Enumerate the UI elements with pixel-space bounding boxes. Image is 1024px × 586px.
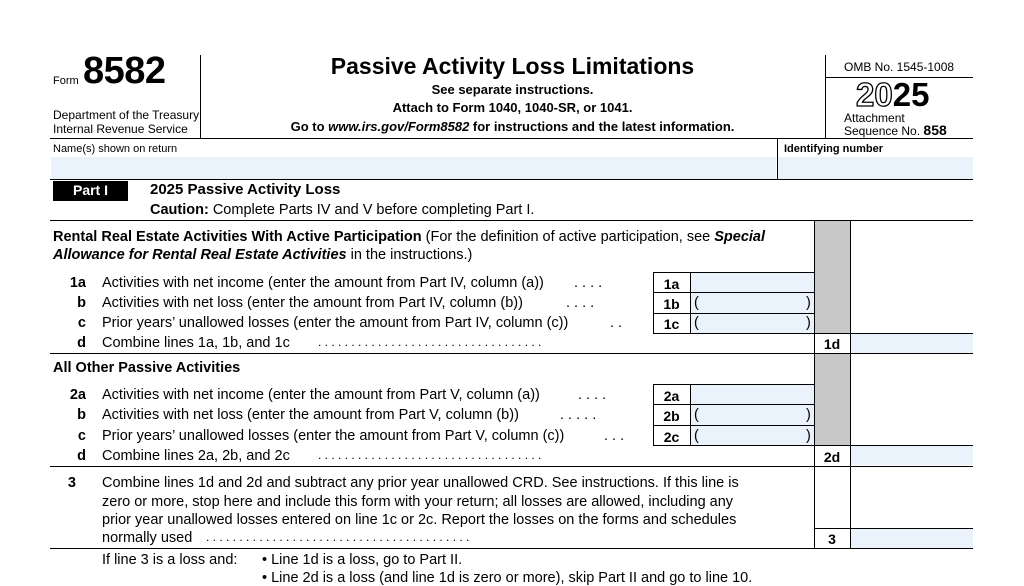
line-2d-number: d [77, 448, 86, 464]
line-1c-paren-close: ) [806, 315, 811, 331]
line-3-text-1: Combine lines 1d and 2d and subtract any prior year unallowed CRD. See instructions. If this line is [102, 475, 739, 491]
goto-suffix: for instructions and the latest information. [469, 119, 735, 134]
box-2c-label: 2c [663, 429, 680, 445]
line-3-if-loss: If line 3 is a loss and: [102, 552, 238, 568]
line-1c-dots: . . [610, 315, 623, 331]
rental-heading-bold: Rental Real Estate Activities With Active Participation [53, 229, 422, 245]
sequence-number: 858 [923, 122, 947, 138]
line-1a-number: 1a [69, 275, 86, 291]
line-2a-dots: . . . . [578, 387, 607, 403]
line-2d-text: Combine lines 2a, 2b, and 2c [102, 448, 290, 464]
line-3-number: 3 [67, 475, 76, 491]
box-1a-label: 1a [663, 276, 680, 292]
line-1b-paren-close: ) [806, 295, 811, 311]
mid-col-rule-2c [653, 445, 814, 446]
attach-instructions: Attach to Form 1040, 1040-SR, or 1041. [392, 100, 633, 115]
box-1c-label: 1c [663, 316, 680, 332]
line-1b-text: Activities with net loss (enter the amount from Part IV, column (b)) [102, 295, 523, 311]
tax-year [856, 76, 929, 114]
goto-prefix: Go to [290, 119, 329, 134]
part-1-title: 2025 Passive Activity Loss [150, 181, 341, 198]
line-3-bottom-rule [50, 548, 973, 549]
line-1a-dots: . . . . [574, 275, 603, 291]
line-2c-input[interactable] [691, 426, 814, 445]
line-2a-input[interactable] [691, 385, 814, 404]
omb-number: OMB No. 1545-1008 [844, 60, 955, 74]
id-label: Identifying number [784, 143, 883, 155]
form-title: Passive Activity Loss Limitations [330, 53, 695, 79]
caution-text: Complete Parts IV and V before completing Part I. [208, 202, 535, 218]
mid-col-rule-1c [653, 333, 814, 334]
line-1a-input[interactable] [691, 273, 814, 292]
box-2b-label: 2b [663, 408, 680, 424]
line-1b-paren-open: ( [694, 295, 699, 311]
irs-label: Internal Revenue Service [53, 122, 188, 136]
part-1-badge-label: Part I [72, 182, 108, 198]
line-3-dots: . . . . . . . . . . . . . . . . . . . . . . . . . . . . . . . . . . . . . . . . [206, 530, 470, 544]
line-1c-paren-open: ( [694, 315, 699, 331]
line-2a-number: 2a [69, 387, 86, 403]
line-2d-input[interactable] [851, 446, 973, 465]
line-2b-paren-open: ( [694, 407, 699, 423]
rental-heading-italic: Special [714, 229, 766, 245]
rental-section-heading [53, 229, 765, 245]
other-section-heading: All Other Passive Activities [53, 360, 241, 376]
identifying-number-input[interactable] [778, 157, 973, 179]
line-1d-number: d [77, 335, 86, 351]
shaded-column-1 [814, 221, 850, 333]
box-2a-label: 2a [663, 388, 680, 404]
line-1d-text: Combine lines 1a, 1b, and 1c [102, 335, 290, 351]
line-1d-dots: . . . . . . . . . . . . . . . . . . . . . . . . . . . . . . . . . . [318, 335, 542, 349]
line-3-bullet-2: • Line 2d is a loss (and line 1d is zero or more), skip Part II and go to line 10. [262, 570, 753, 586]
rental-heading-italic-2: Allowance for Rental Real Estate Activities [53, 247, 347, 263]
box-3-label: 3 [828, 531, 836, 547]
line-2c-paren-close: ) [806, 428, 811, 444]
line-2b-number: b [77, 407, 86, 423]
line-1c-input[interactable] [691, 314, 814, 333]
line-3-text-4: normally used [102, 530, 193, 546]
irs-url-link[interactable]: www.irs.gov/Form8582 [328, 119, 470, 134]
line-2c-dots: . . . [604, 428, 625, 444]
tax-year-bold: 25 [892, 76, 930, 113]
line-1d-input[interactable] [851, 334, 973, 353]
line-1b-number: b [77, 295, 86, 311]
name-label: Name(s) shown on return [53, 143, 178, 155]
line-2c-number: c [77, 428, 86, 444]
tax-year-outline: 20 [856, 76, 893, 113]
line-3-bullet-1: • Line 1d is a loss, go to Part II. [262, 552, 463, 568]
line-2d-dots: . . . . . . . . . . . . . . . . . . . . . . . . . . . . . . . . . . [318, 448, 542, 462]
line-1b-dots: . . . . [566, 295, 595, 311]
department-label: Department of the Treasury [53, 108, 200, 122]
line-2d-bottom-rule [50, 466, 973, 467]
line-2c-paren-open: ( [694, 428, 699, 444]
caution-label: Caution: [150, 202, 209, 218]
rental-heading-text-2: in the instructions.) [346, 247, 473, 263]
form-number: 8582 [83, 50, 166, 92]
header-bottom-rule [50, 138, 973, 139]
header-divider-right [825, 55, 826, 138]
part-1-caution [150, 202, 534, 218]
see-instructions: See separate instructions. [431, 82, 594, 97]
shaded-column-2 [814, 354, 850, 446]
form-word: Form [53, 75, 79, 87]
line-3-text-2: zero or more, stop here and include this form with your return; all losses are allowed, including any [102, 494, 734, 510]
rental-heading-text: (For the definition of active participation, see [421, 229, 715, 245]
sequence-label-text: Sequence No. [844, 124, 921, 138]
line-1c-text: Prior years’ unallowed losses (enter the amount from Part IV, column (c)) [102, 315, 569, 331]
line-2b-paren-close: ) [806, 407, 811, 423]
line-2c-text: Prior years’ unallowed losses (enter the amount from Part V, column (c)) [102, 428, 565, 444]
line-1a-text: Activities with net income (enter the amount from Part IV, column (a)) [102, 275, 544, 291]
line-3-text-3: prior year unallowed losses entered on line 1c or 2c. Report the losses on the forms and schedules [102, 512, 737, 528]
name-input[interactable] [51, 157, 776, 179]
line-2b-dots: . . . . . [560, 407, 597, 423]
id-bottom-rule [50, 179, 973, 180]
line-1c-number: c [77, 315, 86, 331]
rental-section-heading-cont [53, 247, 472, 263]
box-1d-label: 1d [823, 336, 841, 352]
line-1d-bottom-rule [50, 353, 973, 354]
line-2b-text: Activities with net loss (enter the amount from Part V, column (b)) [102, 407, 519, 423]
line-2a-text: Activities with net income (enter the amount from Part V, column (a)) [102, 387, 540, 403]
box-2d-label: 2d [823, 449, 841, 465]
attachment-label: Attachment [844, 111, 905, 125]
line-2b-input[interactable] [691, 405, 814, 425]
sequence-label [844, 122, 947, 138]
box-1b-label: 1b [663, 296, 680, 312]
goto-instructions [200, 119, 825, 134]
line-3-input[interactable] [851, 529, 973, 548]
line-1b-input[interactable] [691, 293, 814, 313]
